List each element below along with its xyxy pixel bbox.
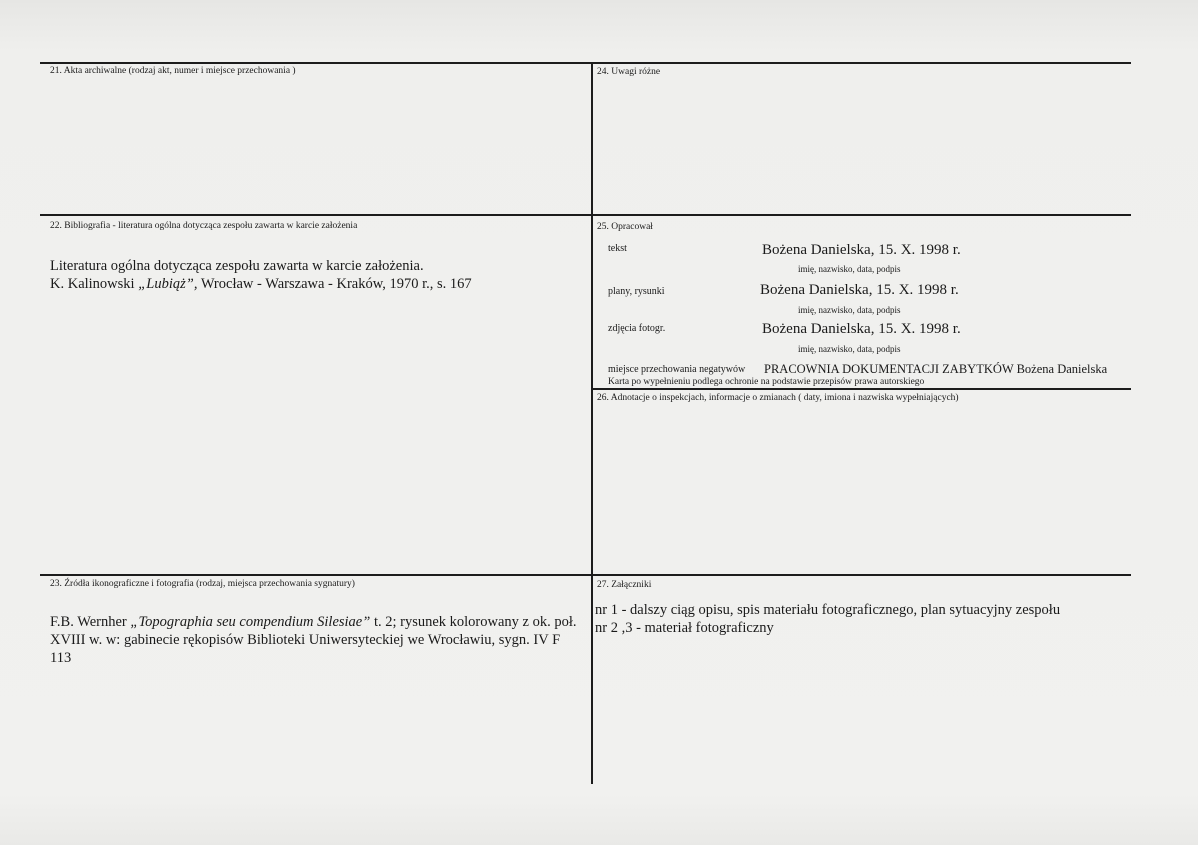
author-caption-plans: imię, nazwisko, data, podpis: [798, 305, 901, 315]
section-23-label: 23. Źródła ikonograficzne i fotografia (rodzaj, miejsca przechowania sygnatury): [50, 579, 355, 589]
copyright-note: Karta po wypełnieniu podlega ochronie na podstawie przepisów prawa autorskiego: [608, 377, 925, 387]
section-27-label: 27. Załączniki: [597, 580, 652, 590]
section-26-label: 26. Adnotacje o inspekcjach, informacje o zmianach ( daty, imiona i nazwiska wypełniających): [597, 393, 959, 403]
section-25-label: 25. Opracował: [597, 222, 653, 232]
author-role-text: tekst: [608, 243, 627, 254]
row-divider-s25-s26: [593, 388, 1131, 390]
bibliography-author: K. Kalinowski: [50, 276, 139, 292]
attachment-item-1: nr 1 - dalszy ciąg opisu, spis materiału fotograficznego, plan sytuacyjny zespołu: [595, 602, 1061, 618]
author-role-photos: zdjęcia fotogr.: [608, 323, 666, 334]
author-caption-photos: imię, nazwisko, data, podpis: [798, 344, 901, 354]
sources-details: t. 2; rysunek kolorowany z ok. poł. XVIII w. w: gabinecie rękopisów Biblioteki Uniwersyteckiej we Wrocławiu, sygn. IV F 113: [50, 614, 577, 666]
negatives-value: PRACOWNIA DOKUMENTACJI ZABYTKÓW Bożena Danielska: [764, 362, 1108, 376]
top-border-line: [40, 62, 1131, 64]
bibliography-line-2: [50, 275, 472, 293]
sources-title: „Topographia seu compendium Silesiae”: [130, 614, 371, 630]
author-name-text: Bożena Danielska, 15. X. 1998 r.: [762, 242, 961, 258]
bibliography-line-1: Literatura ogólna dotycząca zespołu zawarta w karcie założenia.: [50, 258, 424, 274]
bibliography-title: „Lubiąż”,: [138, 276, 198, 292]
author-role-plans: plany, rysunki: [608, 286, 665, 297]
iconographic-sources-text: [50, 613, 580, 667]
author-name-photos: Bożena Danielska, 15. X. 1998 r.: [762, 321, 961, 337]
section-21-label: 21. Akta archiwalne (rodzaj akt, numer i miejsce przechowania ): [50, 66, 296, 76]
author-caption-text: imię, nazwisko, data, podpis: [798, 264, 901, 274]
center-divider-line: [591, 62, 593, 784]
attachment-item-2: nr 2 ,3 - materiał fotograficzny: [595, 620, 774, 636]
sources-author: F.B. Wernher: [50, 614, 131, 630]
bibliography-details: Wrocław - Warszawa - Kraków, 1970 r., s. 167: [197, 276, 472, 292]
author-name-plans: Bożena Danielska, 15. X. 1998 r.: [760, 282, 959, 298]
row-divider-1: [40, 214, 1131, 216]
row-divider-2: [40, 574, 1131, 576]
section-22-label: 22. Bibliografia - literatura ogólna dotycząca zespołu zawarta w karcie założenia: [50, 221, 358, 231]
section-24-label: 24. Uwagi różne: [597, 67, 661, 77]
negatives-label: miejsce przechowania negatywów: [608, 364, 746, 375]
